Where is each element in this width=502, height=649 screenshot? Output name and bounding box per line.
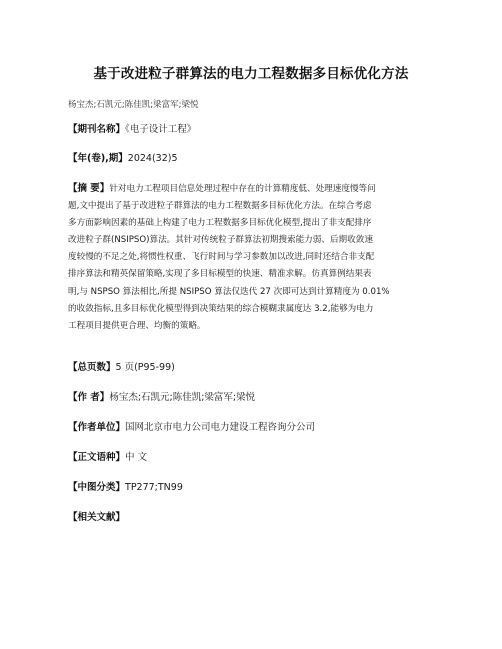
abstract-line: 明,与 NSPSO 算法相比,所提 NSIPSO 算法仅迭代 27 次即可达到计算精度为 0.01%: [68, 286, 390, 297]
abstract-line: 【摘 要】针对电力工程项目信息处理过程中存在的计算精度低、处理速度慢等问: [68, 183, 376, 194]
pages-value: 5 页(P95-99): [115, 362, 175, 373]
author-field: [68, 389, 255, 406]
abstract-block: [68, 180, 440, 335]
paper-title: 基于改进粒子群算法的电力工程数据多目标优化方法: [93, 66, 409, 82]
year-value: 2024(32)5: [127, 153, 178, 164]
classification-label: 【中图分类】: [68, 482, 126, 493]
authors-line: 杨宝杰;石凯元;陈佳凯;梁富军;梁悦: [68, 100, 199, 110]
abstract-line: 多方面影响因素的基础上构建了电力工程数据多目标优化模型,提出了非支配排序: [68, 218, 372, 229]
affiliation-label: 【作者单位】: [68, 422, 126, 433]
author-value: 杨宝杰;石凯元;陈佳凯;梁富军;梁悦: [109, 392, 256, 403]
language-field: [68, 449, 147, 466]
language-value: 中 文: [125, 452, 148, 463]
journal-field: [68, 121, 196, 138]
pages-field: [68, 359, 175, 376]
abstract-line: 工程项目提供更合理、均衡的策略。: [68, 320, 206, 331]
year-label: 【年(卷),期】: [68, 153, 128, 164]
author-label: 【作 者】: [68, 392, 110, 403]
classification-value: TP277;TN99: [125, 482, 183, 493]
journal-value: 《电子设计工程》: [125, 124, 197, 135]
affiliation-value: 国网北京市电力公司电力建设工程咨询分公司: [125, 422, 316, 433]
related-literature-field: [68, 509, 125, 526]
language-label: 【正文语种】: [68, 452, 126, 463]
affiliation-field: [68, 419, 315, 436]
abstract-line: 题,文中提出了基于改进粒子群算法的电力工程数据多目标优化方法。在综合考虑: [68, 201, 372, 212]
journal-label: 【期刊名称】: [68, 124, 126, 135]
abstract-line: 改进粒子群(NSIPSO)算法。其针对传统粒子群算法初期搜索能力弱、后期收敛速: [68, 235, 373, 246]
pages-label: 【总页数】: [68, 362, 116, 373]
abstract-label: 【摘 要】: [68, 183, 110, 194]
abstract-line: 排序算法和精英保留策略,实现了多目标模型的快速、精准求解。仿真算例结果表: [68, 269, 372, 280]
abstract-line: 的收敛指标,且多目标优化模型得到决策结果的综合模糊隶属度达 3.2,能够为电力: [68, 303, 374, 314]
year-field: [68, 150, 178, 167]
classification-field: [68, 479, 183, 496]
abstract-line: 度较慢的不足之处,将惯性权重、飞行时间与学习参数加以改进,同时还结合非支配: [68, 252, 375, 263]
related-literature-label: 【相关文献】: [68, 512, 126, 523]
